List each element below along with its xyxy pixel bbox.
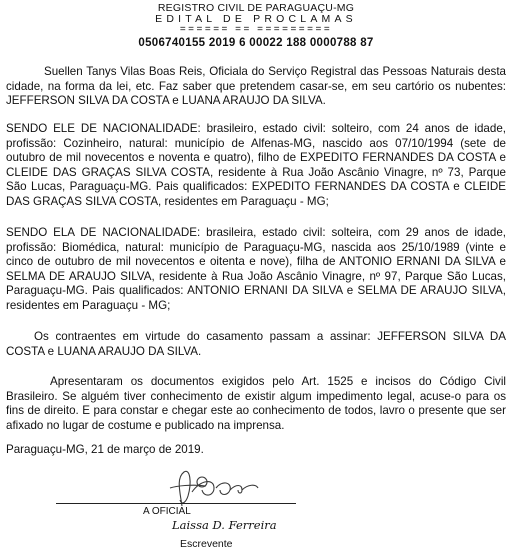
- issue-date: Paraguaçu-MG, 21 de março de 2019.: [6, 443, 204, 456]
- title-underline: ====== == =========: [179, 24, 333, 35]
- groom-paragraph: SENDO ELE DE NACIONALIDADE: brasileiro, estado civil: solteiro, com 24 anos de idade, profissão: Cozinheiro, natural: município de Alfenas-MG, nascido aos 07/10/1994 (sete de outubro de mil novecentos e noventa e quatro), filho de EXPEDITO FERNANDES DA COSTA e CLEIDE DAS GRAÇAS SILVA COSTA, residente à Rua João Ascânio Vinagre, nº 73, Parque São Lucas, Paraguaçu-MG. Pais qualificados: EXPEDITO FERNANDES DA COSTA e CLEIDE DAS GRAÇAS SILVA COSTA, residentes em Paraguaçu - MG;: [6, 122, 506, 208]
- document-title: EDITAL DE PROCLAMAS: [155, 13, 357, 25]
- signature-line: [56, 503, 296, 504]
- registration-code: 0506740155 2019 6 00022 188 0000788 87: [138, 37, 374, 49]
- signatory-name: Laissa D. Ferreira: [172, 518, 277, 532]
- registry-name: REGISTRO CIVIL DE PARAGUAÇU-MG: [157, 2, 355, 14]
- signatory-label: A OFICIAL: [143, 506, 191, 517]
- signatory-role: Escrevente: [180, 538, 233, 550]
- signature-names-paragraph: Os contraentes em virtude do casamento passam a assinar: JEFFERSON SILVA DA COSTA e LUANA ARAUJO DA SILVA.: [6, 330, 506, 358]
- bride-paragraph: SENDO ELA DE NACIONALIDADE: brasileira, estado civil: solteira, com 29 anos de idade, profissão: Biomédica, natural: município de Paraguaçu-MG, nascida aos 25/10/1989 (vinte e cinco de outubro de mil novecentos e oitenta e nove), filha de ANTONIO ERNANI DA SILVA e SELMA DE ARAUJO SILVA, residente à Rua João Ascânio Vinagre, nº 97, Parque São Lucas, Paraguaçu-MG. Pais qualificados: ANTONIO ERNANI DA SILVA e SELMA DE ARAUJO SILVA, residentes em Paraguaçu - MG;: [6, 226, 506, 312]
- closing-paragraph: Apresentaram os documentos exigidos pelo Art. 1525 e incisos do Código Civil Brasileiro. Se alguém tiver conhecimento de existir algum impedimento legal, acuse-o para os fins de direito. E para constar e chegar este ao conhecimento de todos, lavro o presente que ser afixado no lugar de costume e publicado na imprensa.: [6, 375, 506, 432]
- intro-paragraph: Suellen Tanys Vilas Boas Reis, Oficiala do Serviço Registral das Pessoas Naturais desta cidade, na forma da lei, etc. Faz saber que pretendem casar-se, em seu cartório os nubentes: JEFFERSON SILVA DA COSTA e LUANA ARAUJO DA SILVA.: [6, 65, 506, 108]
